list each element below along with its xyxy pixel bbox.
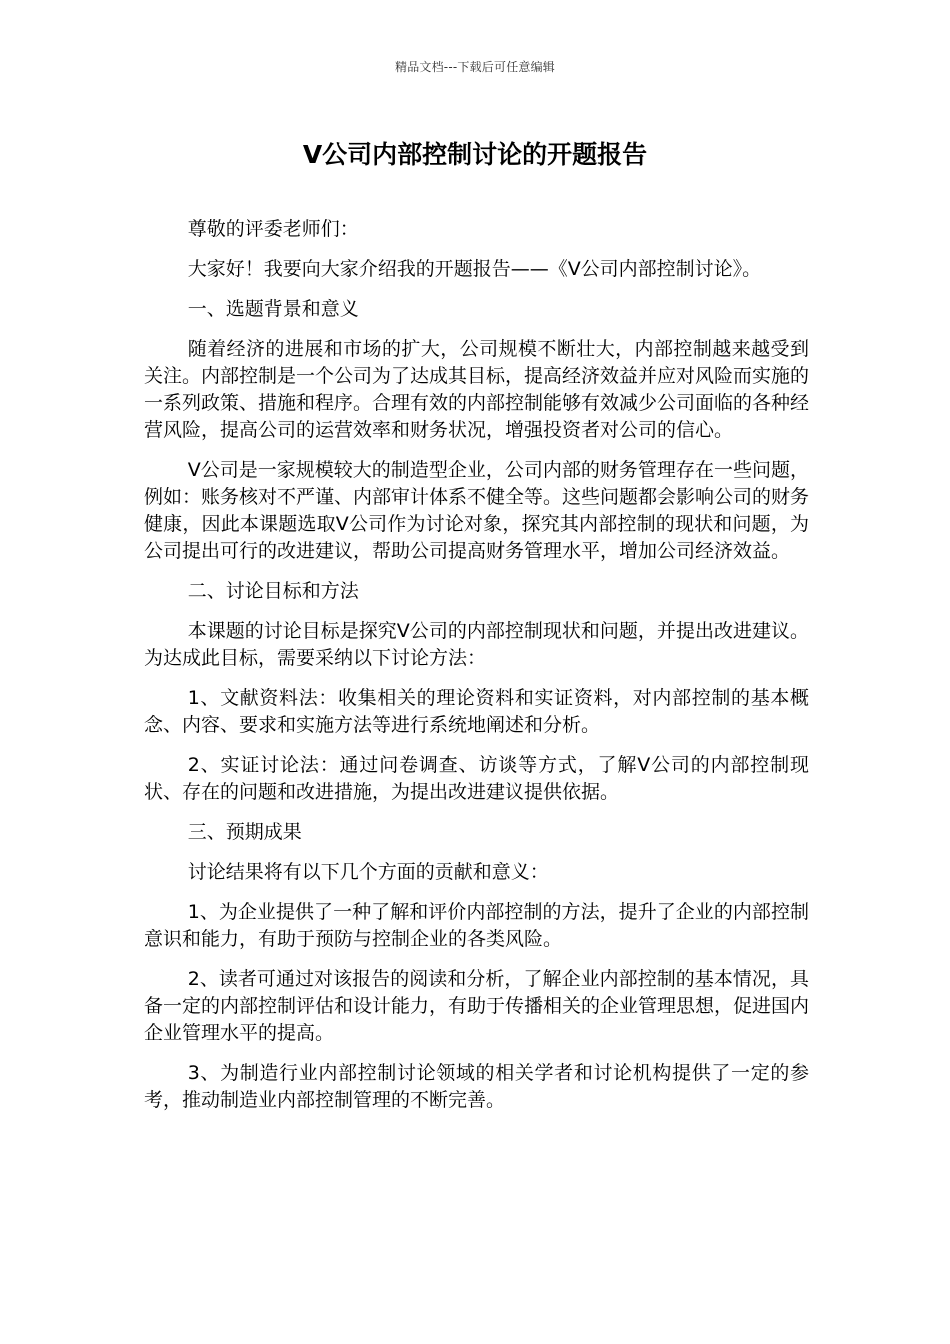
document-title: V公司内部控制讨论的开题报告 xyxy=(302,140,648,169)
goals-paragraph: 本课题的讨论目标是探究V公司的内部控制现状和问题，并提出改进建议。为达成此目标，需要采纳以下讨论方法： xyxy=(144,620,809,669)
section-heading-expected-results: 三、预期成果 xyxy=(187,821,302,843)
salutation: 尊敬的评委老师们： xyxy=(187,218,359,240)
document-body xyxy=(144,216,809,1127)
result-item-3: 3、为制造行业内部控制讨论领域的相关学者和讨论机构提供了一定的参考，推动制造业内部控制管理的不断完善。 xyxy=(144,1062,809,1111)
section-heading-goals-methods: 二、讨论目标和方法 xyxy=(187,580,359,602)
intro-paragraph: 大家好！我要向大家介绍我的开题报告——《V公司内部控制讨论》。 xyxy=(187,258,762,280)
result-item-2: 2、读者可通过对该报告的阅读和分析，了解企业内部控制的基本情况，具备一定的内部控制评估和设计能力，有助于传播相关的企业管理思想，促进国内企业管理水平的提高。 xyxy=(144,968,810,1044)
method-empirical-paragraph: 2、实证讨论法：通过问卷调查、访谈等方式，了解V公司的内部控制现状、存在的问题和改进措施，为提出改进建议提供依据。 xyxy=(144,754,809,803)
background-paragraph: 随着经济的进展和市场的扩大，公司规模不断壮大，内部控制越来越受到关注。内部控制是一个公司为了达成其目标，提高经济效益并应对风险而实施的一系列政策、措施和程序。合理有效的内部控制能够有效减少公司面临的各种经营风险，提高公司的运营效率和财务状况，增强投资者对公司的信心。 xyxy=(144,338,810,441)
header-note: 精品文档---下载后可任意编辑 xyxy=(395,60,555,74)
method-literature-paragraph: 1、文献资料法：收集相关的理论资料和实证资料，对内部控制的基本概念、内容、要求和实施方法等进行系统地阐述和分析。 xyxy=(144,687,809,736)
company-problem-paragraph: V公司是一家规模较大的制造型企业，公司内部的财务管理存在一些问题，例如：账务核对不严谨、内部审计体系不健全等。这些问题都会影响公司的财务健康，因此本课题选取V公司作为讨论对象，探究其内部控制的现状和问题，为公司提出可行的改进建议，帮助公司提高财务管理水平，增加公司经济效益。 xyxy=(144,459,810,562)
result-item-1: 1、为企业提供了一种了解和评价内部控制的方法，提升了企业的内部控制意识和能力，有助于预防与控制企业的各类风险。 xyxy=(144,901,809,950)
results-intro-paragraph: 讨论结果将有以下几个方面的贡献和意义： xyxy=(187,861,549,883)
section-heading-background: 一、选题背景和意义 xyxy=(187,298,359,320)
